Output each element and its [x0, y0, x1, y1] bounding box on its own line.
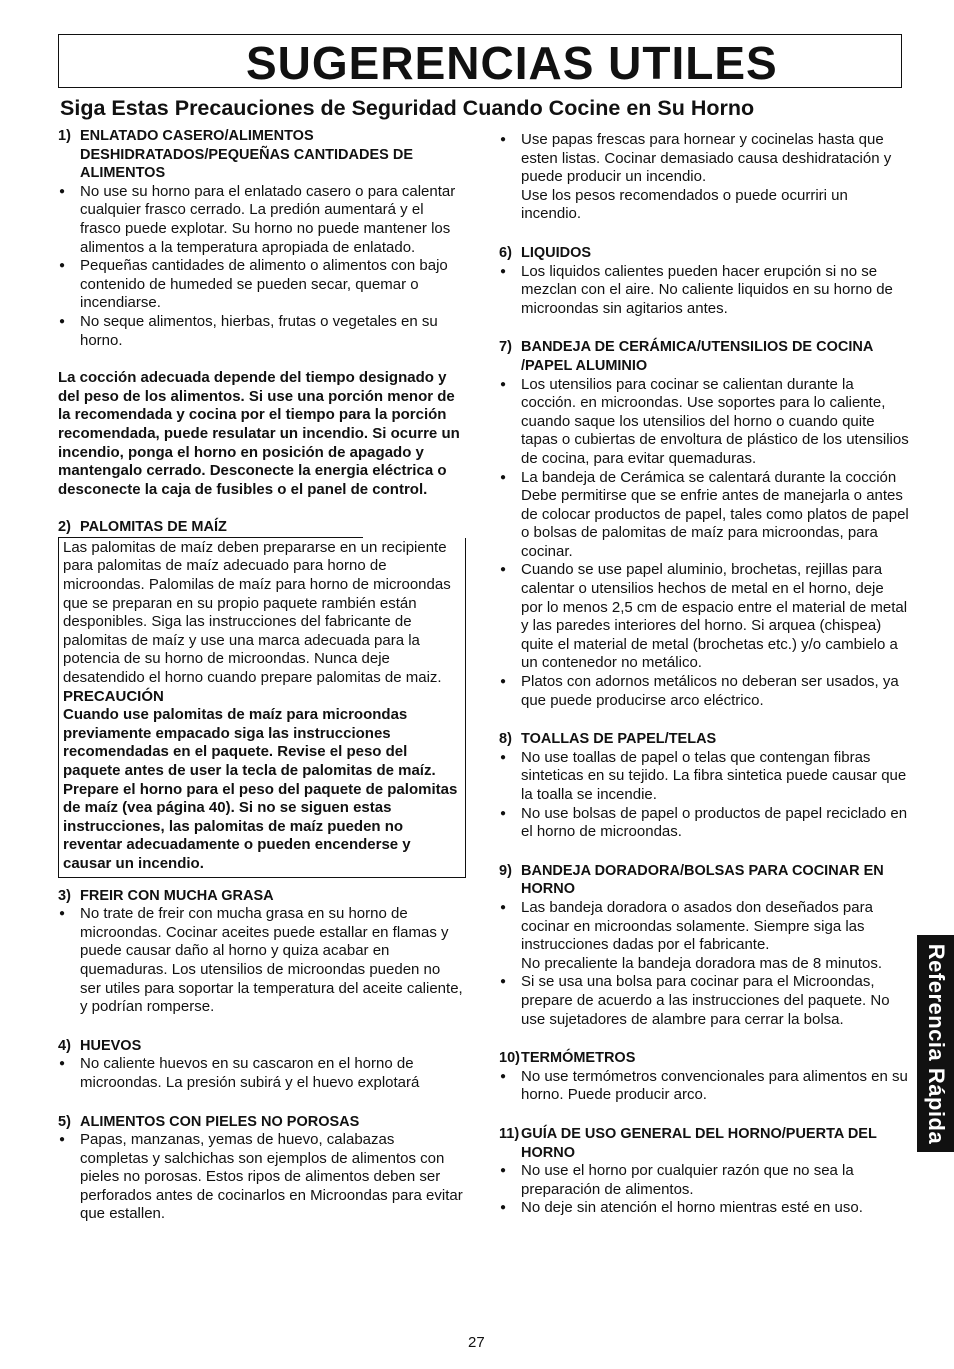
- section-number: 7): [499, 339, 512, 356]
- section-number: 9): [499, 862, 512, 879]
- list-item: ● No use termómetros convencionales para alimentos en su horno. Puede producir arco.: [499, 1068, 909, 1105]
- list-item: ● No caliente huevos en su cascaron en el horno de microondas. La presión subirá y el huevo explotará: [58, 1055, 463, 1092]
- list-item: ● No use bolsas de papel o productos de papel reciclado en el horno de microondas.: [499, 805, 909, 842]
- left-column: [58, 127, 463, 1224]
- section-2-heading: [58, 518, 463, 537]
- section-number: 11): [499, 1125, 520, 1142]
- page-title: SUGERENCIAS UTILES: [246, 37, 778, 89]
- section-number: 10): [499, 1050, 520, 1067]
- warning-paragraph: La cocción adecuada depende del tiempo designado y del peso de los alimentos. Si use una porción menor de la recomendada y cocina por el tiempo para la porción recomendada, puede resulatar un incendio. Si ocurre un incendio, ponga el horno en posición de apagado y mantengalo cerrado. Desconecte la energia eléctrica o desconecte la caja de fusibles o el panel de control.: [58, 369, 460, 498]
- section-9-heading: [499, 862, 909, 899]
- section-number: 6): [499, 244, 512, 261]
- list-item: ● No deje sin atención el horno mientras esté en uso.: [499, 1199, 909, 1218]
- page-number: 27: [468, 1334, 485, 1351]
- list-item: ● No use su horno para el enlatado casero o para calentar cualquier frasco cerrado. La predión aumentará y el frasco puede explotar. Su horno no puede mantener los alimentos a la temperatura apropiada de enlatado.: [58, 183, 463, 257]
- section-6-list: [499, 263, 909, 319]
- section-title: LIQUIDOS: [521, 244, 592, 261]
- list-item-text: ● Use papas frescas para hornear y cocinelas hasta que esten listas. Cocinar demasiado causa deshidratación y puede producir un incendio.: [521, 131, 892, 186]
- list-item: ● No use toallas de papel o telas que contengan fibras sinteticas en su tejido. La fibra sintetica puede causar que la toalla se incendie.: [499, 749, 909, 805]
- section-3-heading: [58, 887, 463, 906]
- section-title: PALOMITAS DE MAÍZ: [80, 519, 227, 536]
- section-title: BANDEJA DE CERÁMICA/UTENSILIOS DE COCINA /PAPEL ALUMINIO: [521, 339, 873, 374]
- right-column: [499, 131, 909, 1218]
- section-title: FREIR CON MUCHA GRASA: [80, 887, 274, 904]
- section-number: 8): [499, 731, 512, 748]
- caution-label: PRECAUCIÓN: [63, 687, 164, 705]
- popcorn-box: [58, 538, 466, 878]
- side-tab-quick-reference: [917, 935, 954, 1152]
- section-number: 4): [58, 1037, 71, 1054]
- section-11-heading: [499, 1125, 909, 1162]
- list-item: ● No seque alimentos, hierbas, frutas o vegetales en su horno.: [58, 313, 463, 350]
- list-item: ● Si se usa una bolsa para cocinar para el Microondas, prepare de acuerdo a las instrucciones del paquete. No use sujetadores de alambre para cerrar la bolsa.: [499, 973, 909, 1029]
- popcorn-text: Las palomitas de maíz deben prepararse en un recipiente para palomitas de maíz adecuado para horno de microondas. Palomilas de maíz para horno de microondas que se preparan en su propio paquete rambién están desponibles. Siga las instrucciones del fabricante de palomitas de maíz y use una marca adecuada para la potencia de su horno de microondas. Nunca deje desatendido el horno cuando prepare palomitas de maiz.: [63, 538, 451, 687]
- list-item: [499, 131, 909, 224]
- list-item: ● No trate de freir con mucha grasa en su horno de microondas. Cocinar aceites puede estallar en flamas y puede causar daño al horno y quiza acabar en quemaduras. Los utensilios de microondas pueden no ser utiles para soportar la temperatura del aceite caliente, y podrían romperse.: [58, 905, 463, 1017]
- list-item: [499, 899, 909, 973]
- section-title: ENLATADO CASERO/ALIMENTOS DESHIDRATADOS/PEQUEÑAS CANTIDADES DE ALIMENTOS: [80, 128, 413, 182]
- section-10-heading: [499, 1049, 909, 1068]
- page-subtitle: Siga Estas Precauciones de Seguridad Cuando Cocine en Su Horno: [60, 96, 755, 120]
- section-title: TERMÓMETROS: [521, 1050, 636, 1067]
- section-7-list: [499, 376, 909, 711]
- list-item: ● Pequeñas cantidades de alimento o alimentos con bajo contenido de humeded se pueden secar, quemar o incendiarse.: [58, 257, 463, 313]
- section-4-heading: [58, 1037, 463, 1056]
- list-item: ● Los utensilios para cocinar se calientan durante la cocción. en microondas. Use soportes para lo caliente, cuando saque los utensilios del horno o cuando quite tapas o cubiertas de envoltura de plástico de los utensilios de cocina, para evitar quemaduras.: [499, 376, 909, 469]
- list-item-text: No precaliente la bandeja doradora mas de 8 minutos.: [521, 954, 883, 972]
- section-3-list: [58, 905, 463, 1017]
- section-title: HUEVOS: [80, 1037, 142, 1054]
- list-item: ● Papas, manzanas, yemas de huevo, calabazas completas y salchichas son ejemplos de alimentos con pieles no porosas. Estos ripos de alimentos deben ser perforados antes de cocinarlos en Microondas para evitar que estallen.: [58, 1131, 463, 1224]
- list-item: ● La bandeja de Cerámica se calentará durante la cocción Debe permitirse que se enfrie antes de manejarla o antes de colocar productos de papel, tales como platos de papel o bolsas de palomitas de maíz para microondas, para cocinar.: [499, 469, 909, 562]
- section-5-heading: [58, 1113, 463, 1132]
- section-number: 1): [58, 128, 71, 144]
- list-item: ● Cuando se use papel aluminio, brochetas, rejillas para calentar o utensilios hechos de metal en el horno, deje por lo menos 2,5 cm de espacio entre el material de metal y las paredes interiores del horno. Si arquea (chispea) quite el material de metal (brochetas etc.) y/o cambielo a un contenedor no metálico.: [499, 561, 909, 673]
- section-11-list: [499, 1162, 909, 1218]
- list-item-text: ● Las bandeja doradora o asados don deseñados para cocinar en microondas solamente. Siempre siga las instrucciones dadas por el fabricante.: [521, 898, 873, 954]
- caution-text: Cuando use palomitas de maíz para microondas previamente empacado siga las instrucciones recomendadas en el paquete. Revise el peso del paquete antes de user la tecla de palomitas de maíz. Prepare el horno para el peso del paquete de palomitas de maíz (vea página 40). Si no se siguen estas instrucciones, las palomitas de maíz pueden no reventar adecuadamente o pueden encenderse y causar un incendio.: [63, 706, 458, 872]
- section-number: 2): [58, 519, 71, 536]
- section-6-heading: [499, 244, 909, 263]
- section-9-list: [499, 899, 909, 1029]
- section-title: ALIMENTOS CON PIELES NO POROSAS: [80, 1113, 360, 1130]
- list-item: ● No use el horno por cualquier razón que no sea la preparación de alimentos.: [499, 1162, 909, 1199]
- section-5-list: [58, 1131, 463, 1224]
- section-1-heading: [58, 127, 463, 183]
- section-title: GUÍA DE USO GENERAL DEL HORNO/PUERTA DEL HORNO: [521, 1125, 877, 1161]
- list-item: ● Platos con adornos metálicos no deberan ser usados, ya que puede producirse arco eléctrico.: [499, 673, 909, 710]
- section-7-heading: [499, 338, 909, 375]
- list-item-text: Use los pesos recomendados o puede ocurriri un incendio.: [521, 186, 848, 223]
- section-10-list: [499, 1068, 909, 1105]
- section-8-heading: [499, 730, 909, 749]
- section-5-list-continued: [499, 131, 909, 224]
- section-title: BANDEJA DORADORA/BOLSAS PARA COCINAR EN HORNO: [521, 862, 884, 898]
- side-tab-label: Referencia Rápida: [923, 943, 949, 1144]
- section-1-list: [58, 183, 463, 350]
- section-4-list: [58, 1055, 463, 1092]
- section-8-list: [499, 749, 909, 842]
- section-title: TOALLAS DE PAPEL/TELAS: [521, 731, 717, 748]
- section-number: 3): [58, 887, 71, 904]
- section-number: 5): [58, 1113, 71, 1130]
- list-item: ● Los liquidos calientes pueden hacer erupción si no se mezclan con el aire. No caliente liquidos en su horno de microondas sin agitarios antes.: [499, 263, 909, 319]
